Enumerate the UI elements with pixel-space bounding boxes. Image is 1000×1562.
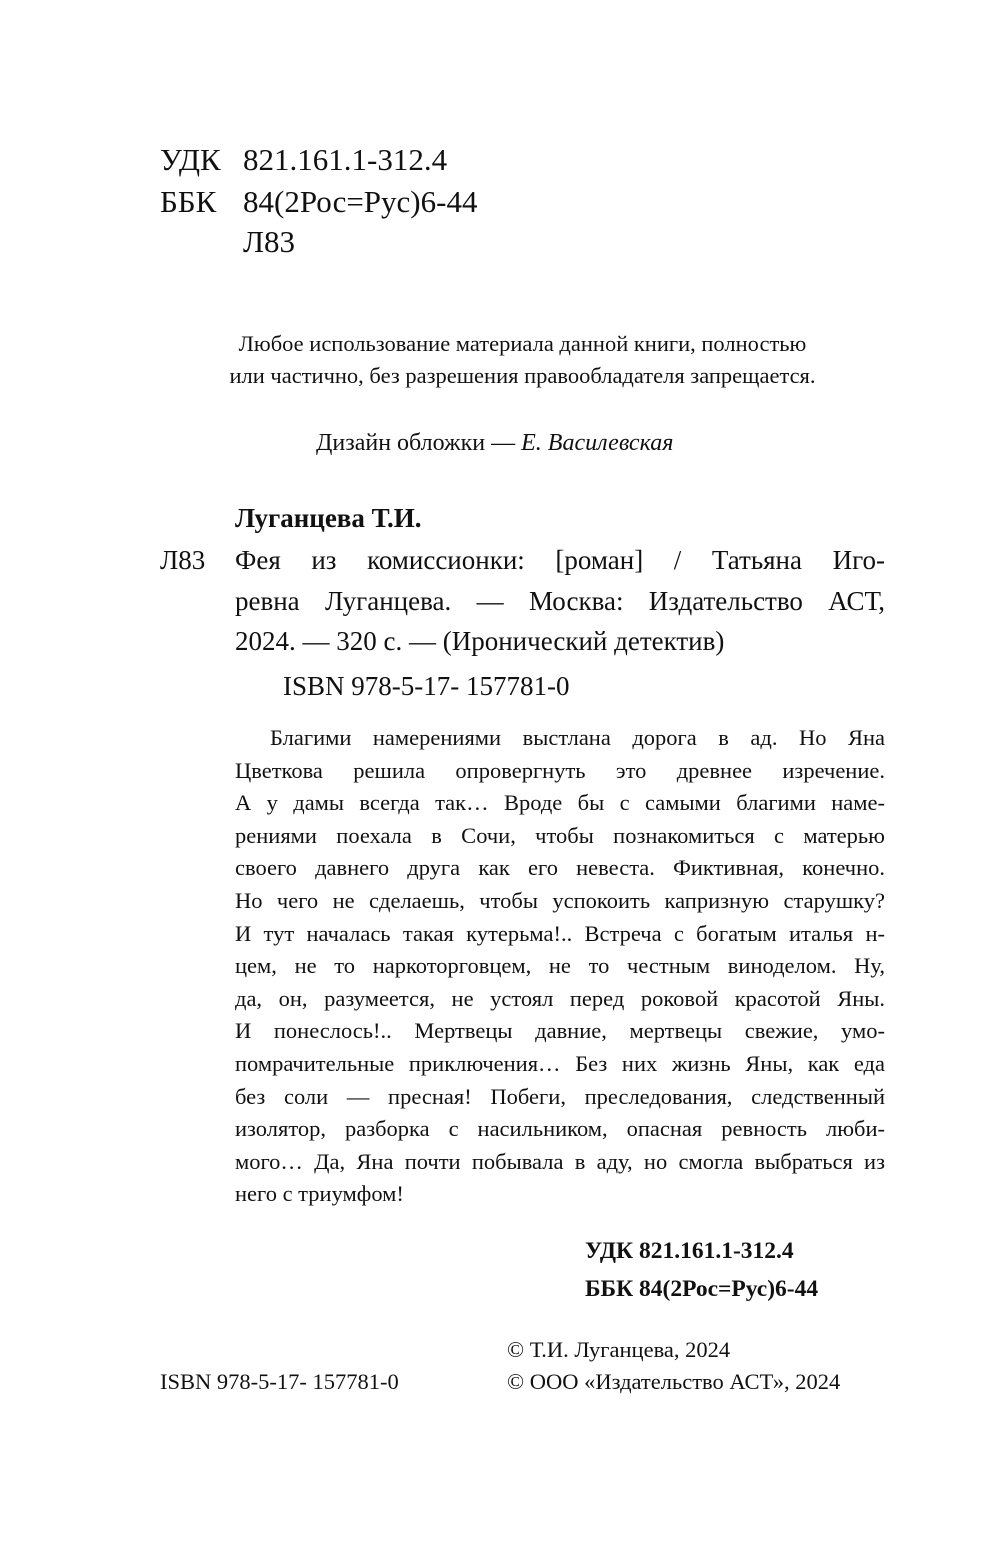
bbk-bottom: ББК 84(2Рос=Рус)6-44 bbox=[585, 1276, 819, 1302]
bbk-label: ББК bbox=[160, 184, 217, 219]
annotation-line: рениями поехала в Сочи, чтобы познакомиться с матерью bbox=[235, 822, 885, 848]
annotation-line: помрачительные приключения… Без них жизнь Яны, как еда bbox=[235, 1051, 885, 1076]
udk-label: УДК bbox=[160, 142, 221, 177]
annotation-line: изолятор, разборка с насильником, опасная ревность люби- bbox=[235, 1116, 885, 1142]
udk-value: 821.161.1-312.4 bbox=[243, 142, 448, 177]
annotation-line: без соли — пресная! Побеги, преследования, следственный bbox=[235, 1083, 885, 1109]
bibliographic-line: Фея из комиссионки: [роман] / Татьяна Иго- bbox=[235, 545, 885, 575]
cover-designer: Е. Василевская bbox=[521, 430, 674, 456]
annotation bbox=[235, 722, 885, 1222]
udk-bottom: УДК 821.161.1-312.4 bbox=[585, 1238, 794, 1264]
author-code: Л83 bbox=[243, 224, 296, 259]
copyright-author: © Т.И. Луганцева, 2024 bbox=[507, 1337, 731, 1362]
isbn-main: ISBN 978-5-17- 157781-0 bbox=[283, 671, 570, 701]
isbn-bottom: ISBN 978-5-17- 157781-0 bbox=[160, 1369, 399, 1394]
book-author: Луганцева Т.И. bbox=[235, 503, 422, 533]
annotation-line: А у дамы всегда так… Вроде бы с самыми благими наме- bbox=[235, 790, 885, 816]
copyright-notice-line: Любое использование материала данной книги, полностью bbox=[238, 331, 807, 356]
annotation-line: Но чего не сделаешь, чтобы успокоить капризную старушку? bbox=[235, 888, 885, 913]
annotation-line: И понеслось!.. Мертвецы давние, мертвецы свежие, умо- bbox=[235, 1018, 885, 1044]
bibliographic-line: ревна Луганцева. — Москва: Издательство АСТ, bbox=[235, 586, 885, 616]
cover-design-label: Дизайн обложки — bbox=[316, 430, 522, 456]
annotation-line: да, он, разумеется, не устоял перед роковой красотой Яны. bbox=[235, 985, 885, 1011]
copyright-notice-line: или частично, без разрешения правообладателя запрещается. bbox=[229, 363, 816, 388]
copyright-publisher: © ООО «Издательство АСТ», 2024 bbox=[507, 1369, 841, 1394]
annotation-line: мого… Да, Яна почти побывала в аду, но смогла выбраться из bbox=[235, 1148, 885, 1174]
copyright-notice bbox=[0, 328, 1000, 392]
cover-design-credit bbox=[316, 425, 673, 461]
bbk-value: 84(2Рос=Рус)6-44 bbox=[243, 184, 478, 219]
bibliographic-line: 2024. — 320 с. — (Иронический детектив) bbox=[235, 626, 725, 656]
annotation-line: цем, не то наркоторговцем, не то честным виноделом. Ну, bbox=[235, 953, 885, 979]
annotation-line: него с триумфом! bbox=[235, 1181, 404, 1207]
annotation-line: Цветкова решила опровергнуть это древнее изречение. bbox=[235, 757, 885, 783]
annotation-line: Благими намерениями выстлана дорога в ад. Но Яна bbox=[270, 725, 885, 750]
classification-top bbox=[0, 138, 600, 278]
annotation-line: И тут началась такая кутерьма!.. Встреча с богатым италья н- bbox=[235, 920, 885, 946]
shelf-code: Л83 bbox=[160, 545, 206, 575]
annotation-line: своего давнего друга как его невеста. Фиктивная, конечно. bbox=[235, 855, 885, 881]
